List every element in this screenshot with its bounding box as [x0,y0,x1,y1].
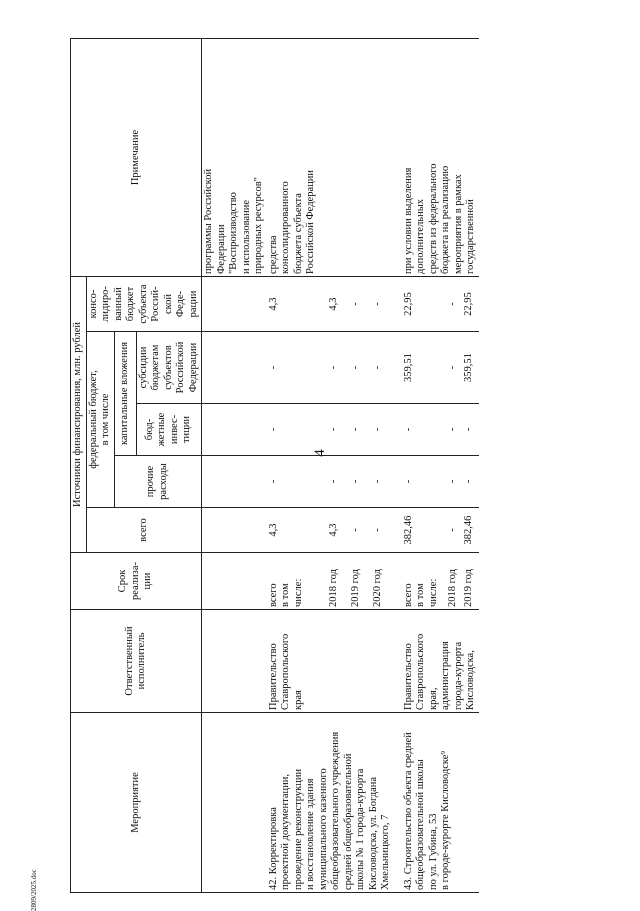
row42-cons: 4,3 [267,276,327,331]
row42-other-2020: - [371,456,393,508]
header-sources: Источники финансирования, млн. рублей [71,276,87,552]
row42-term-total: всего в том числе: [267,553,327,610]
row42-subsidy-2018: - [327,332,349,404]
financing-table [70,38,479,893]
row43-invest-2019: - [462,404,478,456]
header-budget-invest: бюд- жетные инвес- тиции [136,404,202,456]
row42-subsidy-2019: - [349,332,371,404]
row43-subsidy-2019: 359,51 [462,332,478,404]
row43-note: при условии выделения дополнительных средств из федерального бюджета на реализацию мероприятия в рамках государственной [402,38,479,276]
header-responsible: Ответственный исполнитель [71,610,202,713]
row43-other-2019: - [462,456,478,508]
page-number: 4 [312,449,328,457]
row42-subsidy: - [267,332,327,404]
row42-total-2019: - [349,508,371,553]
header-total: всего [86,508,202,553]
row43-total: 382,46 [402,508,446,553]
row42-cons-2019: - [349,276,371,331]
row43-invest-2018: - [446,404,462,456]
row43-cons-2019: 22,95 [462,276,478,331]
row43-cons: 22,95 [402,276,446,331]
header-subsidies: субсидии бюджетам субъектов Российской Федерации [136,332,202,404]
header-capital: капитальные вложения [114,332,136,456]
row42-invest-2019: - [349,404,371,456]
row42-total: 4,3 [267,508,327,553]
row43-total-2018: - [446,508,462,553]
row43-total-2019: 382,46 [462,508,478,553]
header-event: Мероприятие [71,713,202,893]
row42-invest: - [267,404,327,456]
header-other-expenses: прочие расходы [114,456,202,508]
row42-note: средства консолидированного бюджета субъекта Российской Федерации [267,38,394,276]
row42-term-2020: 2020 год [371,553,393,610]
header-term: Срок реализа- ции [71,553,202,610]
row43-responsible: Правительство Ставропольского края, администрация города-курорта Кисловодска, [402,610,479,713]
row42-other-2018: - [327,456,349,508]
row42-term-2019: 2019 год [349,553,371,610]
row43-event: 43. Строительство объекта средней общеобразовательной школы по ул. Губина, 53 в городе-курорте Кисловодске⁹ [402,713,479,893]
row43-cons-2018: - [446,276,462,331]
rotated-table-container [70,39,534,893]
row43-term-2019: 2019 год [462,553,478,610]
row43-invest: - [402,404,446,456]
header-consolidated: консо- лидиро- ванный бюджет субъекта Россий- ской Феде- рации [86,276,202,331]
row42-cons-2018: 4,3 [327,276,349,331]
row43-term-2018: 2018 год [446,553,462,610]
header-federal: федеральный бюджет, в том числе [86,332,114,508]
row42-responsible: Правительство Ставропольского края [267,610,394,713]
row42-total-2018: 4,3 [327,508,349,553]
row42-event: 42. Корректировка проектной документации, проведение реконструкции и восстановление здания муниципального казенного общеобразовательного учреждения средней общеобразовательной школы № 1 города-курорта Кисловодска, ул. Богдана Хмельницкого, 7 [267,713,394,893]
row42-other: - [267,456,327,508]
row42-term-2018: 2018 год [327,553,349,610]
row42-other-2019: - [349,456,371,508]
row42-cons-2020: - [371,276,393,331]
header-note: Примечание [71,38,202,276]
row43-subsidy-2018: - [446,332,462,404]
row43-subsidy: 359,51 [402,332,446,404]
top-note: программы Российской Федерации "Воспроизводство и использование природных ресурсов" [202,38,267,276]
row42-total-2020: - [371,508,393,553]
row43-other-2018: - [446,456,462,508]
document-code: 2809/2025.doc [30,869,38,911]
row42-invest-2020: - [371,404,393,456]
row42-subsidy-2020: - [371,332,393,404]
row43-other: - [402,456,446,508]
row43-term-total: всего в том числе: [402,553,446,610]
row42-invest-2018: - [327,404,349,456]
